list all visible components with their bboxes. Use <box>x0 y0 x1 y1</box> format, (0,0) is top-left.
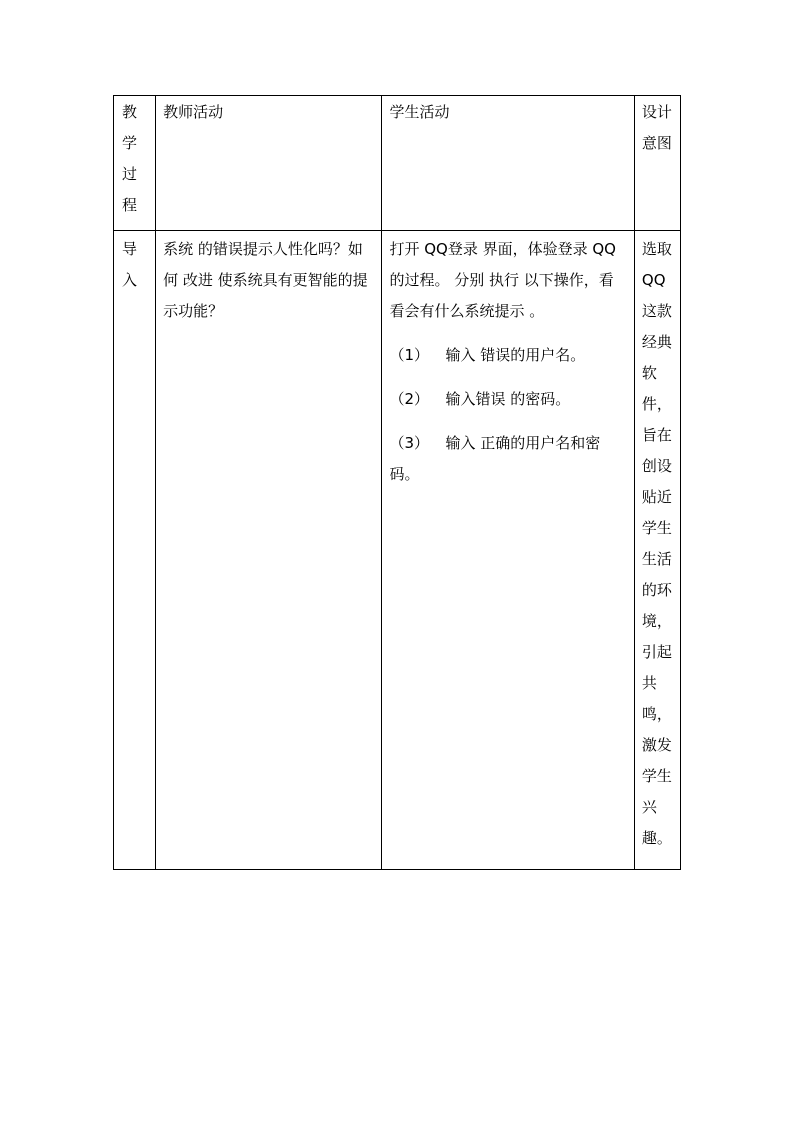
header-stage-cell <box>114 96 156 231</box>
table-header-row <box>114 96 681 231</box>
header-teacher-label: 教师活动 <box>163 103 224 121</box>
step-item <box>389 384 627 415</box>
design-intent-cell <box>634 231 680 870</box>
header-stage-char: 教 <box>122 103 138 121</box>
header-student-label: 学生活动 <box>389 103 450 121</box>
step-number: （1） <box>389 346 429 364</box>
design-intent-text: 选取QQ这款经典软件，旨在创设贴近学生生活的环境，引起共鸣，激发学生兴趣。 <box>641 240 672 847</box>
header-intent-cell <box>634 96 680 231</box>
header-intent-label: 设计意图 <box>641 103 672 152</box>
header-teacher-cell <box>156 96 382 231</box>
student-activity-cell <box>382 231 634 870</box>
header-stage-char: 过 <box>122 165 138 183</box>
teacher-activity-cell <box>156 231 382 870</box>
header-stage-char: 程 <box>122 196 138 214</box>
stage-char: 导 <box>122 240 138 258</box>
step-text: 输入 错误的用户名。 <box>445 346 586 364</box>
stage-cell <box>114 231 156 870</box>
student-activity-intro: 打开 QQ登录 界面，体验登录 QQ的过程。 分别 执行 以下操作，看看会有什么系统提示 。 <box>389 240 616 320</box>
stage-char: 入 <box>122 271 138 289</box>
table-row-intro <box>114 231 681 870</box>
teacher-activity-text: 系统 的错误提示人性化吗？如何 改进 使系统具有更智能的提示功能？ <box>163 240 368 320</box>
step-text: 输入错误 的密码。 <box>445 390 571 408</box>
lesson-plan-table <box>113 95 681 870</box>
step-item <box>389 340 627 371</box>
header-stage-char: 学 <box>122 134 138 152</box>
header-student-cell <box>382 96 634 231</box>
step-text: 输入 正确的用户名和密码。 <box>389 434 601 483</box>
step-number: （3） <box>389 434 429 452</box>
step-item <box>389 428 627 490</box>
step-number: （2） <box>389 390 429 408</box>
